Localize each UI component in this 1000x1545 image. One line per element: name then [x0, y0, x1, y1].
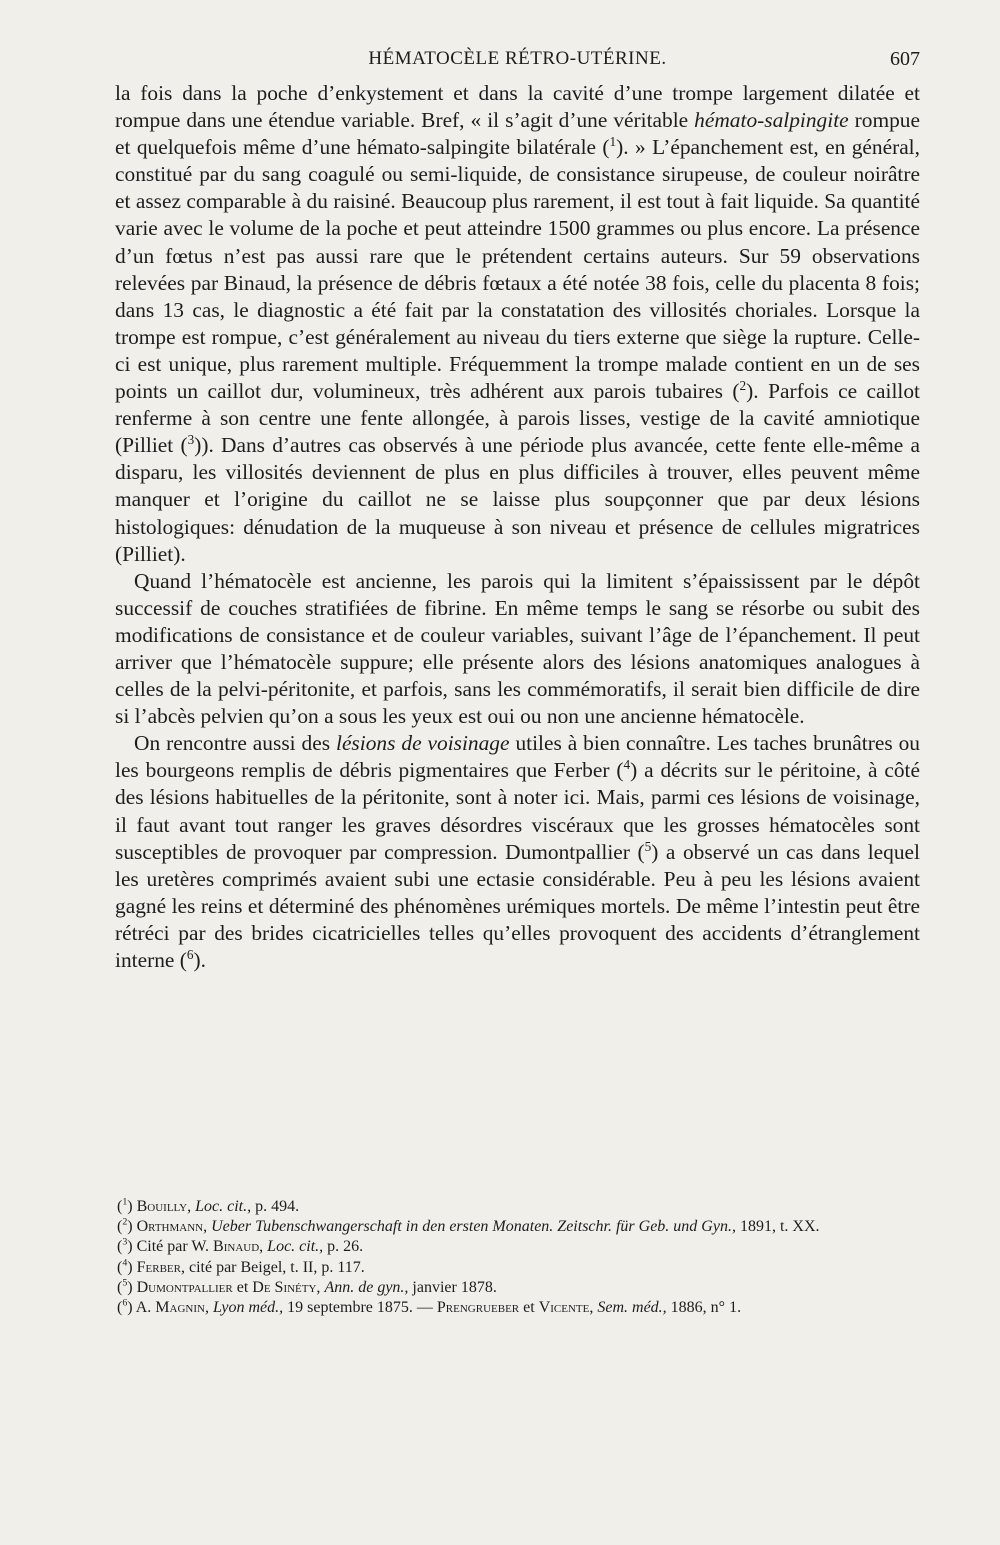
footnote-number: 6 — [122, 1297, 128, 1309]
paragraph-2: Quand l’hématocèle est ancienne, les parois qui la limitent s’épaississent par le dépôt successif de couches stratifiées de fibrine. En même temps le sang se résorbe ou subit des modifications de consistance et de couleur variables, suivant l’âge de l’épanchement. Il peut arriver que l’hématocèle suppure; elle présente alors des lésions anatomiques analogues à celles de la pelvi-péritonite, et parfois, sans les commémoratifs, il serait bien difficile de dire si l’abcès pelvien qu’on a sous les yeux est oui ou non une ancienne hématocèle. — [115, 568, 920, 729]
text-run: )). Dans d’autres cas observés à une période plus avancée, cette fente elle-même a disparu, les villosités deviennent de plus en plus difficiles à trouver, elles peuvent même manquer et l’origine du caillot ne se laisse plus soupçonner que par deux lésions histologiques: dénudation de la muqueuse à son niveau et présence de cellules migratrices (Pilliet). — [115, 433, 920, 566]
footnote-2: ($^2$) Orthmann, Ueber Tubenschwangerschaft in den ersten Monaten. Zeitschr. für Geb. und Gyn., 1891, t. XX. — [117, 1216, 820, 1236]
text-run: ) a observé un cas dans lequel les uretères comprimés avaient subi une ectasie considérable. Peu à peu les lésions avaient gagné les reins et déterminé des phénomènes urémiques mortels. De même l’intestin peut être rétréci par des brides cicatricielles telles qu’elles provoquent des accidents d’étranglement interne ( — [115, 839, 920, 972]
footnote-number: 5 — [122, 1277, 128, 1289]
footnote-source: Ueber Tubenschwangerschaft in den ersten Monaten. Zeitschr. für Geb. und Gyn., — [211, 1218, 736, 1236]
footnote-ref: 5 — [644, 838, 652, 854]
footnote-1: ($^1$) Bouilly, Loc. cit., p. 494. — [117, 1196, 300, 1215]
text-run: ). Parfois ce caillot renferme à son centre une fente allongée, à parois lisses, vestige de la cavité amniotique (Pilliet ( — [115, 379, 920, 458]
footnote-text: 1886, n° 1. — [666, 1299, 742, 1317]
text-run: la fois dans la poche d’enkystement et dans la cavité d’une trompe largement dilatée et rompue dans une étendue variable. Bref, « il s’agit d’une véritable — [115, 81, 920, 133]
footnote-author: Bouilly, — [136, 1198, 192, 1215]
footnote-author: De Sinéty, — [252, 1278, 321, 1296]
footnote-author: Prengrueber — [436, 1299, 520, 1317]
footnote-author: Dumontpallier — [136, 1278, 233, 1296]
footnote-source: Loc. cit., — [267, 1238, 324, 1256]
footnote-number: 2 — [122, 1216, 128, 1228]
footnote-author: Ferber, — [136, 1258, 185, 1276]
footnote-author: Vicente, — [538, 1299, 594, 1317]
page-number: 607 — [890, 48, 920, 70]
footnote-source: Ann. de gyn., — [324, 1278, 409, 1296]
footnote-number: 1 — [122, 1196, 128, 1208]
footnote-ref: 6 — [186, 946, 194, 962]
footnote-ref: 3 — [187, 432, 195, 448]
footnote-source: Lyon méd., — [212, 1299, 284, 1317]
footnote-5: ($^5$) Dumontpallier et De Sinéty, Ann. de gyn., janvier 1878. — [117, 1277, 497, 1296]
footnote-text: et — [519, 1299, 539, 1317]
footnote-text: p. 494. — [251, 1198, 300, 1215]
footnote-text: p. 26. — [323, 1238, 364, 1256]
footnote-3: ($^3$) Cité par W. Binaud, Loc. cit., p. 26. — [117, 1237, 364, 1256]
footnotes — [115, 1197, 920, 1318]
footnote-source: Sem. méd., — [597, 1299, 667, 1317]
footnote-source: Loc. cit., — [195, 1198, 252, 1215]
footnote-text: A. — [135, 1299, 156, 1317]
page-header — [115, 48, 920, 78]
text-run: ) a décrits sur le péritoine, à côté des lésions habituelles de la péritonite, sont à noter ici. Mais, parmi ces lésions de voisinage, il faut avant tout ranger les graves désordres viscéraux que les grosses hématocèles sont susceptibles de provoquer par compression. Dumontpallier ( — [115, 758, 920, 864]
footnote-text: Cité par W. — [136, 1238, 214, 1256]
italic-term: hémato-salpingite — [694, 108, 849, 133]
footnote-text: cité par Beigel, t. II, p. 117. — [184, 1258, 365, 1276]
text-run: utiles à bien connaître. Les taches brunâtres ou les bourgeons remplis de débris pigmentaires que Ferber ( — [115, 731, 920, 783]
paragraph-3 — [115, 730, 920, 974]
footnote-author: Binaud, — [213, 1238, 264, 1256]
footnote-6: ($^6$) A. Magnin, Lyon méd., 19 septembre 1875. — Prengrueber et Vicente, Sem. méd., 1886, n° 1. — [117, 1297, 742, 1317]
text-run: On rencontre aussi des — [134, 731, 336, 756]
footnote-number: 4 — [122, 1257, 128, 1269]
footnote-ref: 1 — [609, 134, 617, 150]
footnote-text: et — [232, 1278, 253, 1296]
text-run: ). — [193, 948, 206, 972]
footnote-ref: 4 — [623, 757, 631, 773]
footnote-author: Magnin, — [155, 1299, 209, 1317]
footnote-text: janvier 1878. — [408, 1278, 497, 1296]
main-text — [115, 80, 920, 974]
footnote-text: 1891, t. XX. — [735, 1218, 820, 1236]
italic-term: lésions de voisinage — [336, 731, 510, 756]
footnote-number: 3 — [122, 1237, 128, 1249]
text-run: rompue et quelquefois même d’une hémato-salpingite bilatérale ( — [115, 108, 920, 160]
footnote-4: ($^4$) Ferber, cité par Beigel, t. II, p. 117. — [117, 1257, 365, 1276]
running-title: HÉMATOCÈLE RÉTRO-UTÉRINE. — [368, 48, 667, 69]
paragraph-1 — [115, 80, 920, 568]
footnote-author: Orthmann, — [136, 1218, 208, 1236]
text-run: ). » L’épanchement est, en général, constitué par du sang coagulé ou semi-liquide, de consistance sirupeuse, de couleur noirâtre et assez comparable à du raisiné. Beaucoup plus rarement, il est tout à fait liquide. Sa quantité varie avec le volume de la poche et peut atteindre 1500 grammes ou plus encore. La présence d’un fœtus n’est pas aussi rare que le prétendent certains auteurs. Sur 59 observations relevées par Binaud, la présence de débris fœtaux a été notée 38 fois, celle du placenta 8 fois; dans 13 cas, le diagnostic a été fait par la constatation des villosités choriales. Lorsque la trompe est rompue, c’est généralement au niveau du tiers externe que siège la rupture. Celle-ci est unique, plus rarement multiple. Fréquemment la trompe malade contient en un de ses points un caillot dur, volumineux, très adhérent aux parois tubaires ( — [115, 135, 920, 404]
footnote-ref: 2 — [739, 377, 747, 393]
footnote-text: 19 septembre 1875. — — [283, 1299, 437, 1317]
